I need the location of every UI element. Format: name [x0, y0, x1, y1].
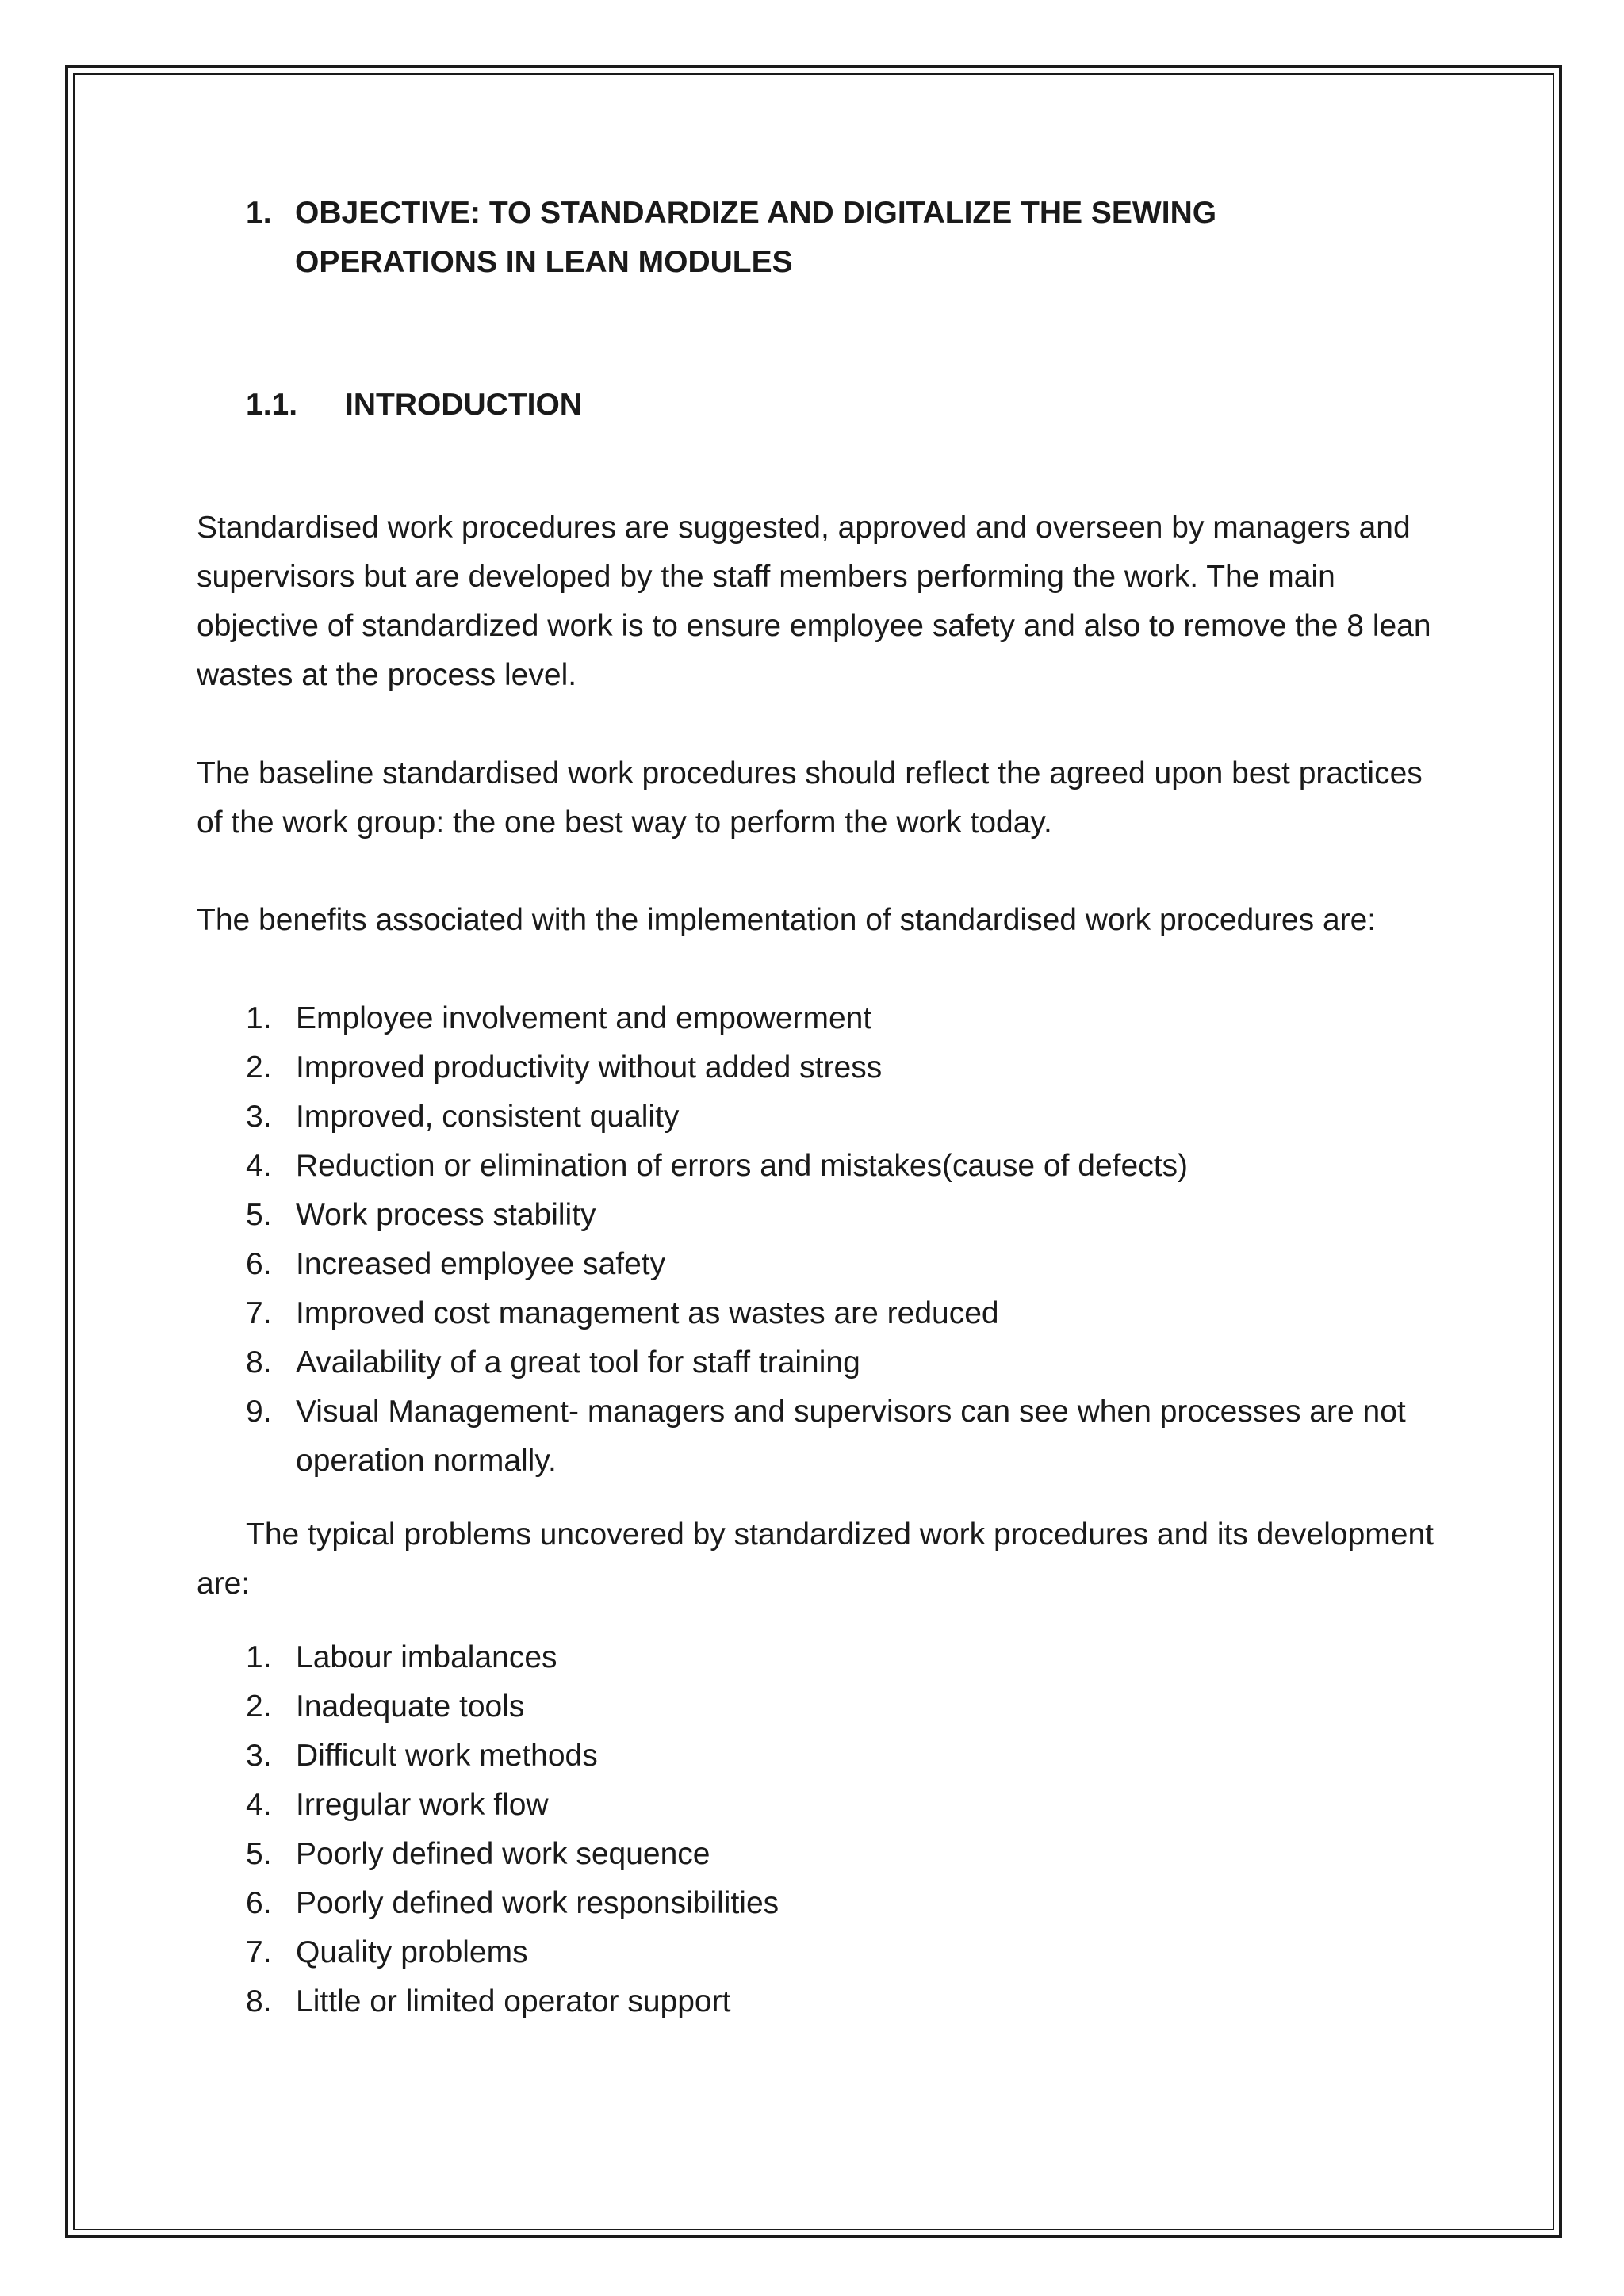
problem-item — [197, 1682, 1434, 1732]
benefit-item-text: Work process stability — [296, 1198, 596, 1232]
benefit-item-text: Improved cost management as wastes are reduced — [296, 1296, 999, 1330]
benefit-item-number: 5. — [246, 1198, 272, 1232]
subsection-heading-number: 1.1. — [246, 388, 298, 422]
benefit-item-number: 9. — [246, 1395, 272, 1429]
benefit-item-number: 6. — [246, 1247, 272, 1281]
section-heading-text: OBJECTIVE: TO STANDARDIZE AND DIGITALIZE THE SEWING OPERATIONS IN LEAN MODULES — [295, 196, 1217, 279]
subsection-heading-text: INTRODUCTION — [345, 388, 582, 422]
benefit-item-text: Reduction or elimination of errors and mistakes(cause of defects) — [296, 1149, 1189, 1183]
paragraph-intro: Standardised work procedures are suggested, approved and overseen by managers and supervisors but are developed by the staff members performing the work. The main objective of standardized work is to ensure employee safety and also to remove the 8 lean wastes at the process level. — [197, 511, 1431, 692]
problem-item-text: Irregular work flow — [296, 1788, 549, 1822]
problem-item — [197, 1781, 1434, 1830]
section-heading-number: 1. — [246, 196, 272, 230]
benefit-item — [197, 1093, 1434, 1142]
benefit-item — [197, 994, 1434, 1043]
benefit-item-number: 2. — [246, 1050, 272, 1085]
problem-item-text: Labour imbalances — [296, 1640, 557, 1674]
benefit-item — [197, 1142, 1434, 1191]
problem-item-number: 6. — [246, 1886, 272, 1920]
problem-item — [197, 1633, 1434, 1682]
problem-item — [197, 1977, 1434, 2026]
benefits-list — [197, 994, 1434, 1486]
paragraph-problems-intro: The typical problems uncovered by standardized work procedures and its development are: — [197, 1517, 1434, 1601]
benefit-item-number: 8. — [246, 1345, 272, 1380]
benefit-item-number: 1. — [246, 1001, 272, 1035]
problem-item-text: Little or limited operator support — [296, 1984, 731, 2019]
problem-item-number: 1. — [246, 1640, 272, 1674]
problem-item-text: Quality problems — [296, 1935, 528, 1969]
problems-list — [197, 1633, 1434, 2026]
benefit-item — [197, 1240, 1434, 1289]
benefit-item-text: Increased employee safety — [296, 1247, 666, 1281]
problem-item-number: 8. — [246, 1984, 272, 2019]
benefit-item-number: 3. — [246, 1100, 272, 1134]
problem-item-text: Poorly defined work responsibilities — [296, 1886, 779, 1920]
problem-item — [197, 1732, 1434, 1781]
benefit-item-text: Visual Management- managers and supervisors can see when processes are not operation normally. — [296, 1395, 1406, 1478]
problem-item-number: 5. — [246, 1837, 272, 1871]
benefit-item-text: Availability of a great tool for staff training — [296, 1345, 860, 1380]
paragraph-benefits-intro: The benefits associated with the implementation of standardised work procedures are: — [197, 903, 1377, 937]
benefit-item — [197, 1387, 1434, 1486]
benefit-item-text: Improved, consistent quality — [296, 1100, 680, 1134]
problem-item — [197, 1928, 1434, 1977]
problem-item-number: 3. — [246, 1739, 272, 1773]
problem-item-text: Inadequate tools — [296, 1689, 525, 1724]
benefit-item — [197, 1191, 1434, 1240]
benefit-item — [197, 1043, 1434, 1093]
problem-item-text: Difficult work methods — [296, 1739, 598, 1773]
benefit-item — [197, 1338, 1434, 1387]
problem-item — [197, 1830, 1434, 1879]
benefit-item — [197, 1289, 1434, 1338]
benefit-item-number: 4. — [246, 1149, 272, 1183]
problem-item-text: Poorly defined work sequence — [296, 1837, 710, 1871]
problem-item-number: 2. — [246, 1689, 272, 1724]
benefit-item-text: Improved productivity without added stress — [296, 1050, 883, 1085]
problem-item-number: 7. — [246, 1935, 272, 1969]
benefit-item-text: Employee involvement and empowerment — [296, 1001, 872, 1035]
benefit-item-number: 7. — [246, 1296, 272, 1330]
paragraph-baseline: The baseline standardised work procedures should reflect the agreed upon best practices of the work group: the one best way to perform the work today. — [197, 756, 1423, 840]
problem-item — [197, 1879, 1434, 1928]
problem-item-number: 4. — [246, 1788, 272, 1822]
